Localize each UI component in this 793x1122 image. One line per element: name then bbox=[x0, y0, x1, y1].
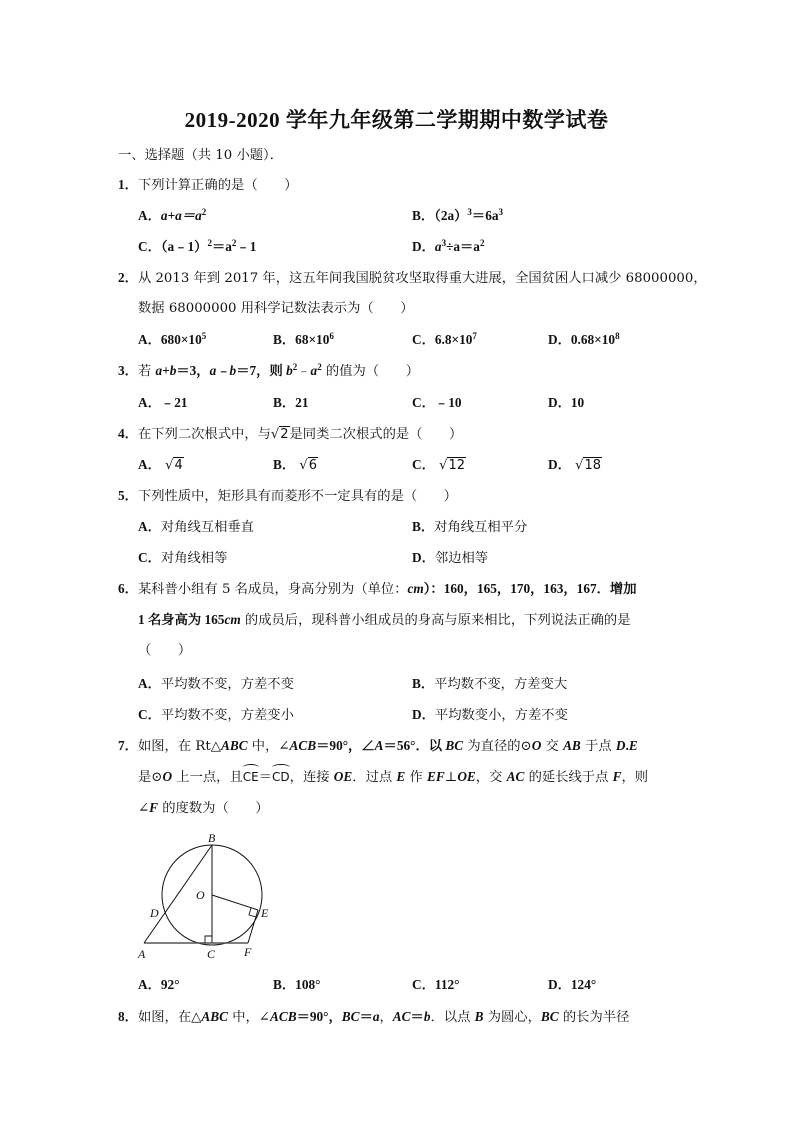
q1-option-a: A．$a+a=a^2$ bbox=[138, 207, 207, 223]
question-1-stem: 1．下列计算正确的是（ ） bbox=[118, 177, 298, 193]
q5-option-b: B．对角线互相平分 bbox=[412, 519, 528, 535]
question-6-stem-line-3: （ ） bbox=[138, 643, 192, 658]
question-4-stem: 4．在下列二次根式中，与√2是同类二次根式的是（ ） bbox=[118, 426, 463, 442]
q5-option-c: C．对角线相等 bbox=[138, 550, 228, 566]
sqrt-2: √2 bbox=[270, 427, 289, 442]
q5-option-d: D．邻边相等 bbox=[412, 550, 489, 566]
q7-option-d: D．124° bbox=[548, 977, 597, 992]
q3-option-a: A．﹣21 bbox=[138, 395, 188, 410]
q1-option-d: D．$a^3\div a=a^2$ bbox=[412, 238, 485, 254]
q7-option-b: B．108° bbox=[273, 977, 321, 992]
q6-option-a: A．平均数不变，方差不变 bbox=[138, 676, 294, 692]
question-6-stem-line-1: 6．某科普小组有 5 名成员，身高分别为（单位：cm）：160，165，170，163，167．增加 bbox=[118, 581, 637, 597]
q3-option-b: B．21 bbox=[273, 395, 309, 410]
q1-option-b: B．$(2a)^3=6a^3$ bbox=[412, 207, 504, 223]
q2-option-b: B．$68\times 10^6$ bbox=[273, 331, 334, 347]
q3-option-c: C．﹣10 bbox=[412, 395, 462, 410]
q7-option-a: A．92° bbox=[138, 977, 180, 992]
q6-option-d: D．平均数变小，方差不变 bbox=[412, 707, 568, 723]
question-6-stem-line-2: 1 名身高为 165cm 的成员后，现科普小组成员的身高与原来相比，下列说法正确的是 bbox=[138, 612, 631, 628]
q6-option-c: C．平均数不变，方差变小 bbox=[138, 707, 294, 723]
question-3-stem: 3．若 a+b＝3，a﹣b＝7，则 $b^2﹣a^2$ 的值为（ ） bbox=[118, 362, 419, 379]
label-f: F bbox=[244, 945, 252, 959]
arc-ce: CE bbox=[242, 770, 259, 784]
q3-option-d: D．10 bbox=[548, 395, 585, 410]
question-2-stem-line-1: 2．从 2013 年到 2017 年，这五年间我国脱贫攻坚取得重大进展，全国贫困人口减少 68000000， bbox=[118, 270, 707, 286]
page-title: 2019-2020 学年九年级第二学期期中数学试卷 bbox=[184, 108, 609, 132]
arc-cd: CD bbox=[272, 770, 290, 784]
question-7-stem-line-3: ∠F 的度数为（ ） bbox=[138, 800, 269, 816]
q2-option-d: D．$0.68\times 10^8$ bbox=[548, 331, 620, 347]
q2-option-a: A．$680\times 10^5$ bbox=[138, 331, 207, 347]
question-2-stem-line-2: 数据 68000000 用科学记数法表示为（ ） bbox=[138, 301, 414, 316]
q5-option-a: A．对角线互相垂直 bbox=[138, 519, 254, 535]
label-c: C bbox=[207, 947, 216, 961]
q4-option-c: C． √12 bbox=[412, 457, 465, 473]
geometry-figure-circle-triangle bbox=[130, 825, 290, 970]
question-7-stem-line-2: 是⊙O 上一点，且CE＝CD，连接 OE．过点 E 作 EF⊥OE，交 AC 的延长线于点 F，则 bbox=[138, 769, 649, 785]
label-b: B bbox=[208, 831, 216, 845]
q7-option-c: C．112° bbox=[412, 977, 460, 992]
section-heading: 一、选择题（共 10 小题）． bbox=[118, 148, 283, 163]
question-5-stem: 5．下列性质中，矩形具有而菱形不一定具有的是（ ） bbox=[118, 488, 458, 504]
q4-option-b: B． √6 bbox=[273, 457, 317, 473]
q1-option-c: C．$(a﹣1)^2=a^2﹣1$ bbox=[138, 238, 257, 254]
q4-option-a: A． √4 bbox=[138, 457, 183, 473]
q2-option-c: C．$6.8\times 10^7$ bbox=[412, 331, 477, 347]
label-e: E bbox=[261, 906, 269, 920]
label-o: O bbox=[196, 888, 205, 902]
label-a: A bbox=[138, 947, 146, 961]
q4-option-d: D． √18 bbox=[548, 457, 601, 473]
q6-option-b: B．平均数不变，方差变大 bbox=[412, 676, 568, 692]
question-8-stem: 8．如图，在△ABC 中，∠ACB＝90°，BC＝a，AC＝b．以点 B 为圆心，BC 的长为半径 bbox=[118, 1009, 630, 1025]
question-7-stem-line-1: 7．如图，在 Rt△ABC 中，∠ACB＝90°，∠A＝56°．以 BC 为直径的⊙O 交 AB 于点 D.E bbox=[118, 738, 638, 754]
label-d: D bbox=[150, 906, 159, 920]
